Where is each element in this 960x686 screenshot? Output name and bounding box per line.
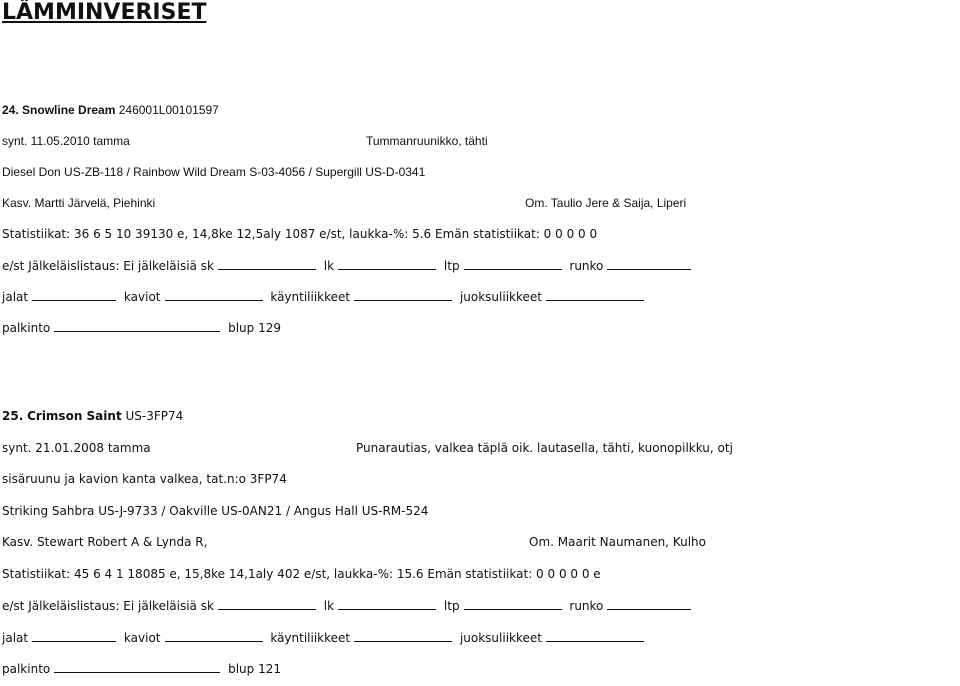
owner: Om. Taulio Jere & Saija, Liperi (525, 196, 687, 210)
entry-number: 25. (2, 409, 24, 423)
birth-color-line (2, 434, 960, 466)
label-kaviot: kaviot (123, 630, 161, 645)
statistics-continued: e/st Jälkeläislistaus: Ei jälkeläisiä (2, 259, 197, 273)
label-juoksuliikkeet: juoksuliikkeet (459, 630, 542, 645)
breeder-owner-line (2, 528, 960, 560)
horse-name: Crimson Saint (27, 409, 122, 423)
blank-ltp (464, 591, 562, 610)
blank-kaviot (165, 623, 263, 642)
statistics-continued: e/st Jälkeläislistaus: Ei jälkeläisiä (2, 599, 197, 613)
evaluation-line-3 (2, 654, 960, 686)
label-palkinto: palkinto (2, 662, 51, 676)
registration-number: 246001L00101597 (118, 103, 219, 117)
blank-kayntiliikkeet (354, 282, 452, 301)
evaluation-line-1 (2, 591, 960, 623)
blank-palkinto (54, 654, 220, 673)
blank-kaviot (165, 282, 263, 301)
evaluation-line-1 (2, 251, 960, 282)
entry-number: 24. (2, 103, 19, 117)
blank-palkinto (54, 313, 220, 332)
blank-lk (338, 251, 436, 270)
breeder-owner-line (2, 189, 960, 220)
label-lk: lk (323, 259, 335, 273)
blank-sk (218, 251, 316, 270)
horse-entry (2, 96, 960, 344)
page-title: LÄMMINVERISET (2, 0, 207, 25)
blank-juoksuliikkeet (546, 623, 644, 642)
label-sk: sk (200, 259, 214, 273)
blank-runko (607, 591, 691, 610)
owner: Om. Maarit Naumanen, Kulho (529, 535, 706, 549)
blup-value: blup 129 (228, 321, 281, 335)
blank-juoksuliikkeet (546, 282, 644, 301)
horse-name: Snowline Dream (22, 103, 116, 117)
breeder: Kasv. Stewart Robert A & Lynda R, (2, 535, 208, 549)
breeder: Kasv. Martti Järvelä, Piehinki (2, 196, 156, 210)
label-lk: lk (323, 599, 335, 613)
label-runko: runko (569, 599, 604, 613)
blank-ltp (464, 251, 562, 270)
horse-entry (2, 402, 960, 686)
horse-color-continued: sisäruunu ja kavion kanta valkea, tat.n:o 3FP74 (2, 472, 287, 486)
label-runko: runko (569, 259, 604, 273)
label-kayntiliikkeet: käyntiliikkeet (270, 290, 351, 304)
label-jalat: jalat (2, 290, 29, 304)
label-ltp: ltp (443, 599, 460, 613)
entry-heading (2, 96, 960, 127)
blank-jalat (32, 623, 116, 642)
entry-heading (2, 402, 960, 434)
blank-sk (218, 591, 316, 610)
birth-color-line (2, 127, 960, 158)
label-sk: sk (200, 599, 214, 613)
birth-info: synt. 21.01.2008 tamma (2, 440, 151, 455)
pedigree: Diesel Don US-ZB-118 / Rainbow Wild Dream S-03-4056 / Supergill US-D-0341 (2, 165, 426, 179)
label-ltp: ltp (443, 259, 460, 273)
label-kayntiliikkeet: käyntiliikkeet (270, 630, 351, 645)
evaluation-line-3 (2, 313, 960, 344)
blank-runko (607, 251, 691, 270)
blank-lk (338, 591, 436, 610)
blup-value: blup 121 (228, 662, 281, 676)
label-kaviot: kaviot (123, 290, 161, 304)
horse-color: Punarautias, valkea täplä oik. lautasella, tähti, kuonopilkku, otj (356, 440, 733, 455)
horse-color: Tummanruunikko, tähti (366, 134, 488, 148)
evaluation-line-2 (2, 282, 960, 313)
label-palkinto: palkinto (2, 321, 51, 335)
pedigree: Striking Sahbra US-J-9733 / Oakville US-0AN21 / Angus Hall US-RM-524 (2, 503, 429, 518)
evaluation-line-2 (2, 623, 960, 655)
registration-number: US-3FP74 (125, 409, 184, 423)
label-juoksuliikkeet: juoksuliikkeet (459, 290, 542, 304)
blank-kayntiliikkeet (354, 623, 452, 642)
label-jalat: jalat (2, 630, 29, 645)
blank-jalat (32, 282, 116, 301)
birth-info: synt. 11.05.2010 tamma (2, 134, 130, 148)
statistics: Statistiikat: 36 6 5 10 39130 e, 14,8ke 12,5aly 1087 e/st, laukka-%: 5.6 Emän statistiikat: 0 0 0 0 0 (2, 227, 598, 241)
statistics: Statistiikat: 45 6 4 1 18085 e, 15,8ke 14,1aly 402 e/st, laukka-%: 15.6 Emän statistiikat: 0 0 0 0 0 e (2, 566, 601, 581)
